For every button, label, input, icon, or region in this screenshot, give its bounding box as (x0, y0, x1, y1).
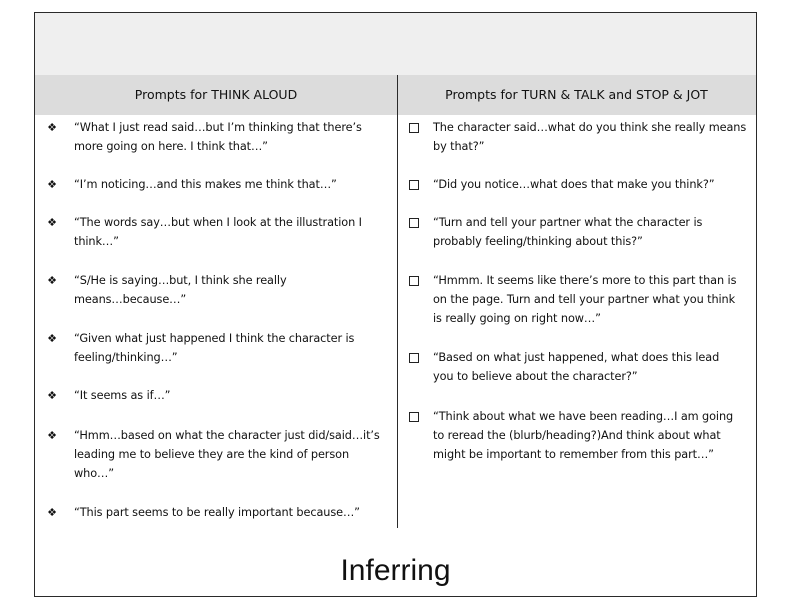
document-frame (34, 12, 757, 597)
list-item-text (433, 118, 746, 156)
table-header-row (35, 75, 756, 115)
list-item-text (433, 271, 736, 328)
list-item-text (433, 213, 702, 251)
list-item-line: “The words say…but when I look at the illustration I (74, 216, 362, 229)
list-item-text (74, 213, 362, 251)
list-item-text (74, 426, 380, 483)
diamond-bullet-icon: ❖ (47, 216, 57, 229)
column-divider (397, 75, 398, 528)
title-band (35, 13, 756, 76)
diamond-bullet-icon: ❖ (47, 429, 57, 442)
list-item-text (74, 329, 354, 367)
list-item-line: “What I just read said…but I’m thinking that there’s (74, 121, 362, 134)
list-item-line: “S/He is saying…but, I think she really (74, 274, 287, 287)
list-item-line: who…” (74, 467, 114, 480)
checkbox-icon (407, 213, 421, 234)
list-item-line: “Hmm…based on what the character just did/said…it’s (74, 429, 380, 442)
list-item-line: you to believe about the character?” (433, 370, 638, 383)
list-item-line: might be important to remember from this part…” (433, 448, 714, 461)
checkbox-icon (407, 271, 421, 292)
think-aloud-header: Prompts for THINK ALOUD (134, 87, 298, 102)
list-item-line: “It seems as if…” (74, 389, 171, 402)
checkbox-icon (407, 348, 421, 369)
checkbox-icon (407, 118, 421, 139)
diamond-bullet-icon: ❖ (47, 178, 57, 191)
list-item-line: “Given what just happened I think the character is (74, 332, 355, 345)
list-item-line: by that?” (433, 140, 485, 153)
turn-talk-header: Prompts for TURN & TALK and STOP & JOT (445, 87, 708, 102)
list-item-line: “Did you notice…what does that make you think?” (433, 178, 715, 191)
list-item-text (74, 386, 170, 405)
list-item-line: think…” (74, 235, 119, 248)
list-item-text (74, 271, 287, 309)
list-item-line: The character said…what do you think she really means (433, 121, 747, 134)
list-item-line: is really going on right now…” (433, 312, 601, 325)
list-item-text (433, 348, 719, 386)
list-item-text (433, 175, 714, 194)
list-item-line: feeling/thinking…” (74, 351, 178, 364)
list-item-line: “This part seems to be really important because…” (74, 506, 360, 519)
list-item-line: means…because…” (74, 293, 187, 306)
list-item-line: to reread the (blurb/heading?)And think about what (433, 429, 721, 442)
list-item-line: “Turn and tell your partner what the character is (433, 216, 703, 229)
list-item-line: “Think about what we have been reading…I am going (433, 410, 734, 423)
list-item-line: more going on here. I think that…” (74, 140, 268, 153)
list-item-text (74, 503, 360, 522)
list-item-line: leading me to believe they are the kind of person (74, 448, 350, 461)
diamond-bullet-icon: ❖ (47, 389, 57, 402)
list-item-text (74, 118, 362, 156)
list-item-line: “I’m noticing…and this makes me think that…” (74, 178, 337, 191)
list-item-line: on the page. Turn and tell your partner what you think (433, 293, 736, 306)
list-item-line: probably feeling/thinking about this?” (433, 235, 643, 248)
diamond-bullet-icon: ❖ (47, 332, 57, 345)
diamond-bullet-icon: ❖ (47, 274, 57, 287)
list-item-text (433, 407, 733, 464)
list-item-line: “Based on what just happened, what does this lead (433, 351, 720, 364)
diamond-bullet-icon: ❖ (47, 506, 57, 519)
page-title: Inferring (340, 554, 451, 587)
list-item-line: “Hmmm. It seems like there’s more to this part than is (433, 274, 737, 287)
checkbox-icon (407, 407, 421, 428)
list-item-text (74, 175, 337, 194)
diamond-bullet-icon: ❖ (47, 121, 57, 134)
checkbox-icon (407, 175, 421, 196)
